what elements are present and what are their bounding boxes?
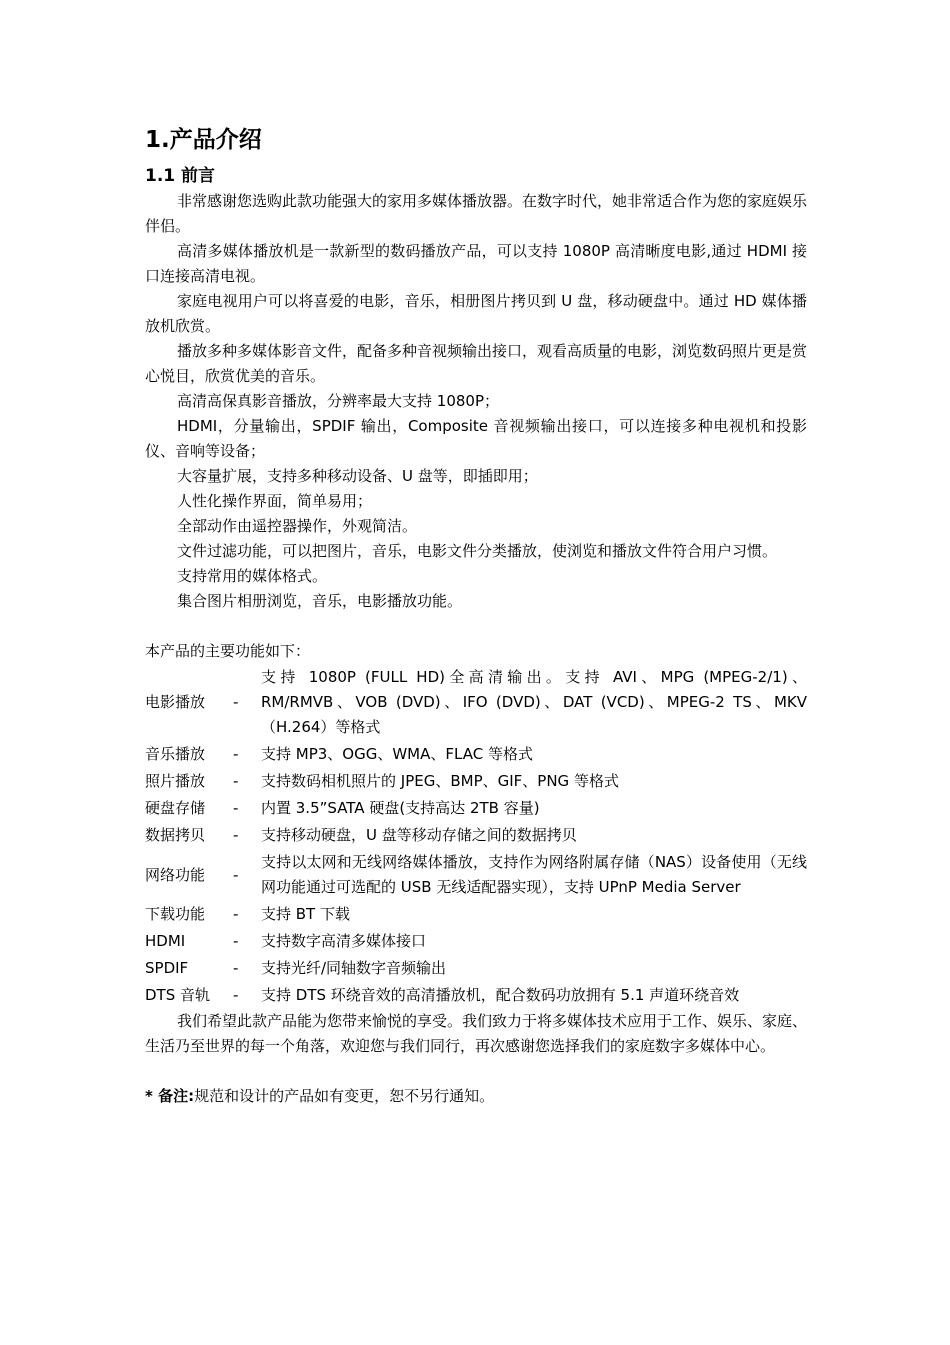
feature-desc: 支持光纤/同轴数字音频输出 bbox=[261, 959, 447, 977]
note-label: * 备注: bbox=[145, 1087, 195, 1105]
feature-row bbox=[145, 928, 807, 955]
note bbox=[145, 1084, 807, 1109]
feature-name: 音乐播放 bbox=[145, 745, 206, 763]
note-text: 规范和设计的产品如有变更，恕不另行通知。 bbox=[194, 1087, 495, 1105]
feature-row bbox=[145, 901, 807, 928]
paragraph: 高清高保真影音播放，分辨率最大支持 1080P； bbox=[177, 392, 499, 410]
paragraph: 文件过滤功能，可以把图片，音乐，电影文件分类播放，使浏览和播放文件符合用户习惯。 bbox=[177, 542, 778, 560]
feature-dash: - bbox=[233, 745, 239, 763]
feature-dash: - bbox=[233, 693, 239, 711]
feature-name: HDMI bbox=[145, 932, 186, 950]
feature-name: DTS 音轨 bbox=[145, 986, 211, 1004]
paragraph: 人性化操作界面，简单易用； bbox=[177, 492, 373, 510]
feature-name: 电影播放 bbox=[145, 693, 206, 711]
blank-line bbox=[145, 1059, 807, 1084]
feature-dash: - bbox=[233, 826, 239, 844]
feature-desc: 支持 BT 下载 bbox=[261, 905, 350, 923]
paragraph: 高清多媒体播放机是一款新型的数码播放产品，可以支持 1080P 高清晰度电影,通过 HDMI 接口连接高清电视。 bbox=[145, 242, 807, 285]
paragraph: 非常感谢您选购此款功能强大的家用多媒体播放器。在数字时代，她非常适合作为您的家庭娱乐伴侣。 bbox=[145, 192, 808, 235]
feature-name: 照片播放 bbox=[145, 772, 206, 790]
feature-dash: - bbox=[233, 932, 239, 950]
feature-desc: 支持 MP3、OGG、WMA、FLAC 等格式 bbox=[261, 745, 533, 763]
feature-desc: 支持 DTS 环绕音效的高清播放机，配合数码功放拥有 5.1 声道环绕音效 bbox=[261, 986, 740, 1004]
feature-row bbox=[145, 822, 807, 849]
feature-dash: - bbox=[233, 959, 239, 977]
paragraph: 支持常用的媒体格式。 bbox=[177, 567, 328, 585]
feature-desc: 支持 1080P (FULL HD)全高清输出。支持 AVI、MPG (MPEG-2/1)、RM/RMVB、VOB (DVD)、IFO (DVD)、DAT (VCD)、MPEG-2 TS、MKV（H.264）等格式 bbox=[261, 668, 807, 736]
subsection-title: 1.1 前言 bbox=[145, 166, 216, 186]
feature-name: 下载功能 bbox=[145, 905, 206, 923]
feature-desc: 支持移动硬盘，U 盘等移动存储之间的数据拷贝 bbox=[261, 826, 577, 844]
feature-desc: 支持数字高清多媒体接口 bbox=[261, 932, 427, 950]
feature-row bbox=[145, 982, 807, 1009]
document-content bbox=[145, 124, 807, 1109]
section-title: 1.产品介绍 bbox=[145, 127, 262, 153]
feature-row bbox=[145, 741, 807, 768]
paragraph: 家庭电视用户可以将喜爱的电影，音乐，相册图片拷贝到 U 盘，移动硬盘中。通过 HD 媒体播放机欣赏。 bbox=[145, 292, 807, 335]
feature-desc: 支持数码相机照片的 JPEG、BMP、GIF、PNG 等格式 bbox=[261, 772, 619, 790]
blank-line bbox=[145, 614, 807, 639]
feature-dash: - bbox=[233, 799, 239, 817]
feature-dash: - bbox=[233, 986, 239, 1004]
paragraph: HDMI，分量输出，SPDIF 输出，Composite 音视频输出接口，可以连接多种电视机和投影仪、音响等设备； bbox=[145, 417, 807, 460]
paragraph: 大容量扩展，支持多种移动设备、U 盘等，即插即用； bbox=[177, 467, 538, 485]
feature-row bbox=[145, 664, 807, 741]
feature-dash: - bbox=[233, 865, 239, 884]
feature-dash: - bbox=[233, 905, 239, 923]
feature-row bbox=[145, 849, 807, 901]
paragraph: 全部动作由遥控器操作，外观简洁。 bbox=[177, 517, 418, 535]
feature-name: 硬盘存储 bbox=[145, 799, 206, 817]
feature-desc: 支持以太网和无线网络媒体播放，支持作为网络附属存储（NAS）设备使用（无线网功能通过可选配的 USB 无线适配器实现），支持 UPnP Media Server bbox=[261, 853, 807, 896]
feature-desc: 内置 3.5”SATA 硬盘(支持高达 2TB 容量) bbox=[261, 799, 540, 817]
feature-name: SPDIF bbox=[145, 959, 189, 977]
feature-dash: - bbox=[233, 772, 239, 790]
feature-row bbox=[145, 955, 807, 982]
paragraph: 集合图片相册浏览，音乐，电影播放功能。 bbox=[177, 592, 463, 610]
features-intro: 本产品的主要功能如下： bbox=[145, 642, 311, 660]
feature-table bbox=[145, 664, 807, 1009]
feature-name: 网络功能 bbox=[145, 865, 206, 884]
feature-name: 数据拷贝 bbox=[145, 826, 206, 844]
feature-row bbox=[145, 768, 807, 795]
feature-row bbox=[145, 795, 807, 822]
paragraph: 播放多种多媒体影音文件，配备多种音视频输出接口，观看高质量的电影，浏览数码照片更是赏心悦目，欣赏优美的音乐。 bbox=[145, 342, 808, 385]
closing-paragraph: 我们希望此款产品能为您带来愉悦的享受。我们致力于将多媒体技术应用于工作、娱乐、家庭、生活乃至世界的每一个角落，欢迎您与我们同行，再次感谢您选择我们的家庭数字多媒体中心。 bbox=[145, 1012, 808, 1055]
